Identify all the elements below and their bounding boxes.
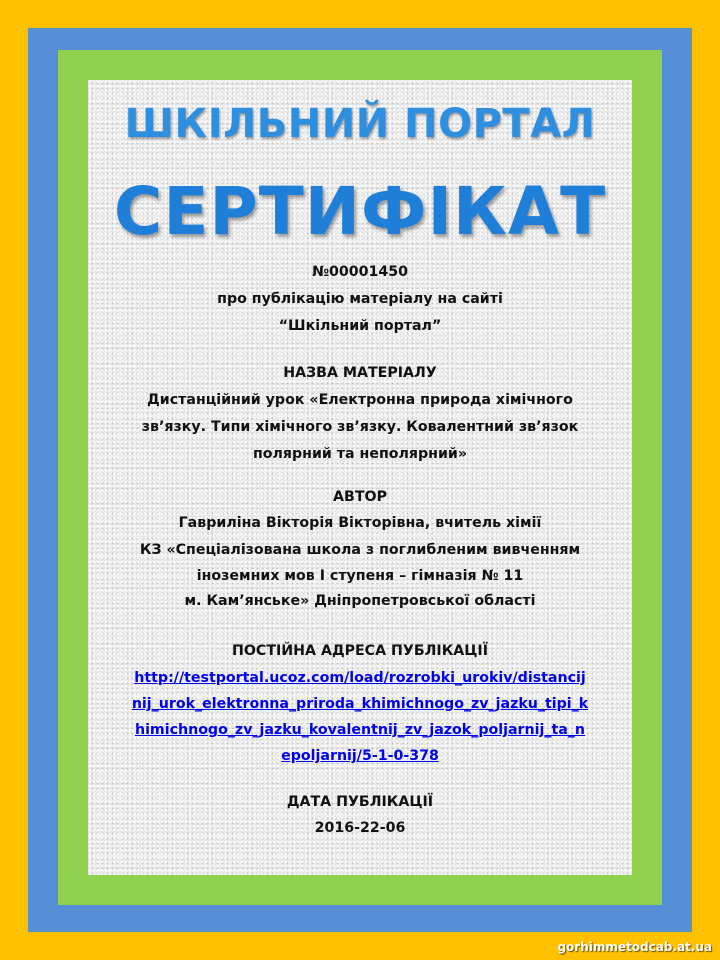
- site-watermark: gorhimmetodcab.at.ua: [557, 940, 712, 954]
- portal-title: ШКІЛЬНИЙ ПОРТАЛ: [124, 101, 596, 147]
- date-heading: ДАТА ПУБЛІКАЦІЇ: [286, 794, 434, 810]
- certificate-number: №00001450: [311, 264, 409, 280]
- author-line-1: Гавриліна Вікторія Вікторівна, вчитель хімії: [178, 515, 542, 531]
- publication-link-line-3[interactable]: himichnogo_zv_jazku_kovalentnij_zv_jazok_poljarnij_ta_n: [134, 722, 586, 738]
- publication-link-line-4[interactable]: epoljarnij/5-1-0-378: [281, 748, 439, 764]
- publication-date: 2016-22-06: [314, 820, 406, 836]
- material-line-1: Дистанційний урок «Електронна природа хімічного: [147, 392, 573, 408]
- author-line-3: іноземних мов І ступеня – гімназія № 11: [196, 568, 524, 584]
- material-line-3: полярний та неполярний»: [252, 446, 468, 462]
- author-line-2: КЗ «Спеціалізована школа з поглибленим вивченням: [139, 542, 581, 558]
- address-heading: ПОСТІЙНА АДРЕСА ПУБЛІКАЦІЇ: [232, 643, 488, 659]
- author-line-4: м. Кам’янське» Дніпропетровської області: [184, 593, 536, 609]
- material-heading: НАЗВА МАТЕРІАЛУ: [283, 365, 437, 381]
- intro-line-2: “Шкільний портал”: [278, 318, 442, 334]
- publication-link-line-2[interactable]: nij_urok_elektronna_priroda_khimichnogo_zv_jazku_tipi_k: [131, 696, 589, 712]
- intro-line-1: про публікацію матеріалу на сайті: [217, 291, 503, 307]
- author-heading: АВТОР: [333, 489, 387, 505]
- certificate-title: СЕРТИФІКАТ: [113, 173, 607, 250]
- material-line-2: зв’язку. Типи хімічного зв’язку. Ковалентний зв’язок: [141, 419, 579, 435]
- publication-link-line-1[interactable]: http://testportal.ucoz.com/load/rozrobki_urokiv/distancij: [134, 670, 586, 686]
